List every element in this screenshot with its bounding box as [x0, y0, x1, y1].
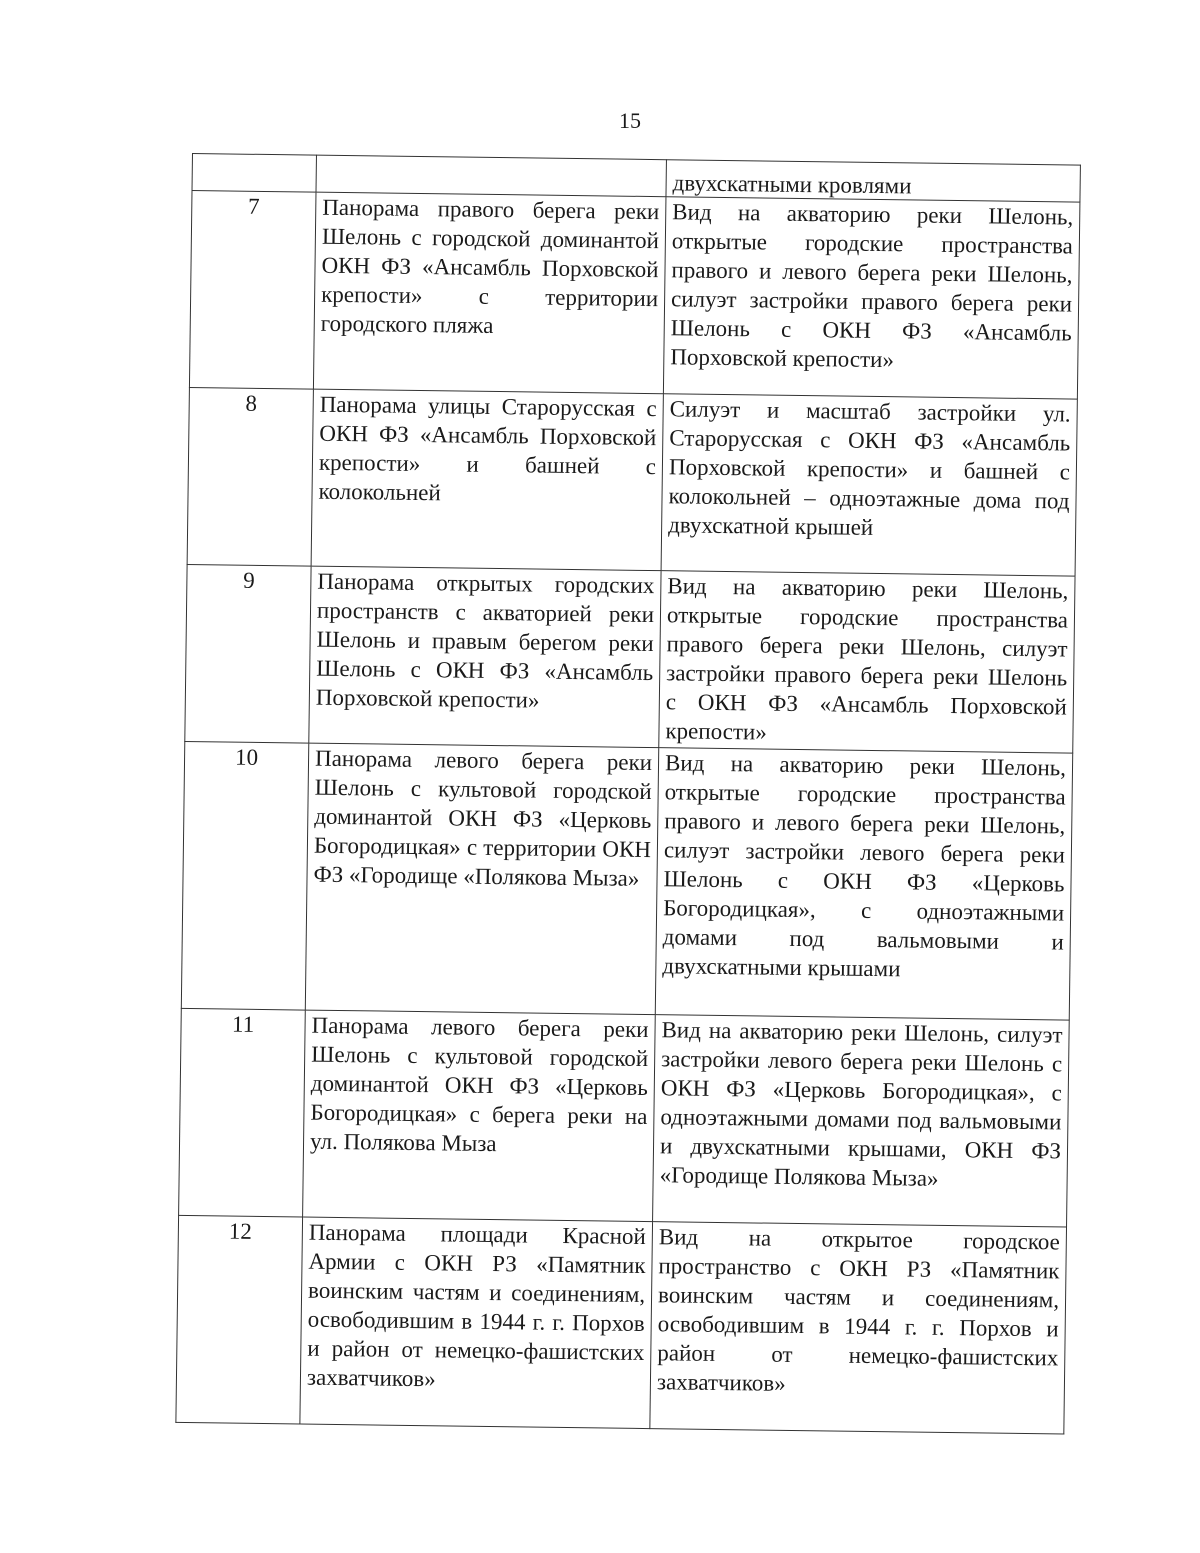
table-row [187, 387, 1077, 576]
view-description: Вид на открытое городское пространство с ОКН РЗ «Памятник воинским частям и соединениям, освободившим в 1944 г. г. Порхов и район от немецко-фашистских захватчиков» [650, 1222, 1067, 1434]
panorama-name: Панорама улицы Старорусская с ОКН ФЗ «Ансамбль Порховской крепости» и башней с колокольней [311, 389, 663, 571]
table-row [185, 564, 1075, 753]
row-number: 7 [189, 191, 316, 390]
table-row [189, 191, 1080, 400]
view-description: двухскатными кровлями [666, 160, 1080, 202]
panorama-name: Панорама открытых городских пространств с акваторией реки Шелонь и правым берегом реки Шелонь с ОКН ФЗ «Ансамбль Порховской крепости» [309, 566, 661, 748]
row-number: 8 [187, 387, 313, 566]
row-number: 10 [181, 741, 308, 1010]
panorama-name: Панорама левого берега реки Шелонь с культовой городской доминантой ОКН ФЗ «Церковь Богородицкая» с территории ОКН ФЗ «Городище «Полякова Мыза» [305, 743, 658, 1015]
row-number [192, 154, 316, 193]
view-description: Вид на акваторию реки Шелонь, силуэт застройки левого берега реки Шелонь с ОКН ФЗ «Церковь Богородицкая», с одноэтажными домами под вальмовыми и двухскатными крышами, ОКН ФЗ «Городище Полякова Мыза» [653, 1015, 1070, 1227]
page-number: 15 [619, 108, 641, 133]
panorama-name: Панорама площади Красной Армии с ОКН РЗ «Памятник воинским частям и соединениям, освободившим в 1944 г. г. Порхов и район от немецко-фашистских захватчиков» [300, 1217, 653, 1429]
row-number: 11 [179, 1008, 306, 1217]
view-description: Вид на акваторию реки Шелонь, открытые городские пространства правого и левого берега реки Шелонь, силуэт застройки правого берега реки Шелонь с ОКН ФЗ «Ансамбль Порховской крепости» [663, 197, 1080, 399]
row-number: 12 [176, 1215, 303, 1424]
panorama-name: Панорама правого берега реки Шелонь с городской доминантой ОКН ФЗ «Ансамбль Порховской крепости» с территории городского пляжа [313, 192, 666, 394]
view-description: Вид на акваторию реки Шелонь, открытые городские пространства правого и левого берега реки Шелонь, силуэт застройки левого берега реки Шелонь с ОКН ФЗ «Церковь Богородицкая», с одноэтажными домами под вальмовыми и двухскатными крышами [655, 748, 1072, 1020]
table-row [176, 1215, 1067, 1434]
table-row [179, 1008, 1070, 1227]
view-description: Силуэт и масштаб застройки ул. Старорусская с ОКН ФЗ «Ансамбль Порховской крепости» и башней с колокольней – одноэтажные дома под двухскатной крышей [661, 394, 1077, 576]
panorama-name: Панорама левого берега реки Шелонь с культовой городской доминантой ОКН ФЗ «Церковь Богородицкая» с берега реки на ул. Полякова Мыза [303, 1010, 656, 1222]
view-description: Вид на акваторию реки Шелонь, открытые городские пространства правого берега реки Шелонь, силуэт застройки правого берега реки Шелонь с ОКН ФЗ «Ансамбль Порховской крепости» [659, 571, 1075, 753]
monuments-table [175, 153, 1081, 1435]
row-number: 9 [185, 564, 311, 743]
table-row [181, 741, 1072, 1020]
panorama-name [316, 155, 666, 197]
